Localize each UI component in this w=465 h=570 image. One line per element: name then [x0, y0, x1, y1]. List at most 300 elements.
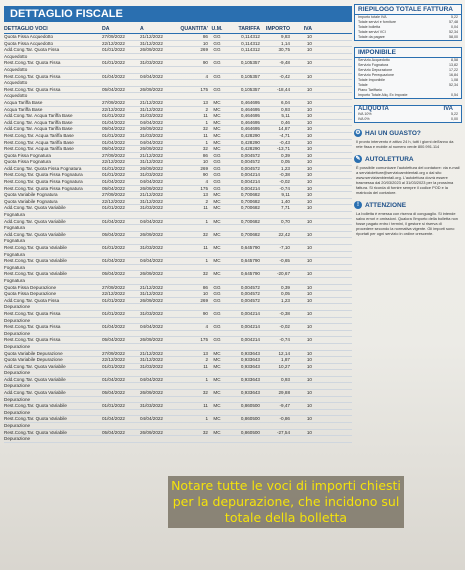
table-cell: 10 [306, 271, 312, 277]
summary-value: 16,84 [449, 73, 458, 77]
table-cell: MC [213, 245, 221, 250]
table-cell [290, 80, 312, 86]
table-cell [208, 278, 226, 284]
table-row [4, 337, 352, 344]
table-cell: 0,464695 [240, 119, 260, 125]
table-cell: -0,43 [279, 139, 290, 145]
iva-label: IVA [443, 106, 453, 112]
table-cell: 01/04/2022 [102, 416, 125, 422]
table-cell: 32 [202, 146, 208, 152]
table-cell: 0,004214 [240, 185, 260, 191]
table-cell [226, 397, 260, 403]
table-cell [208, 67, 226, 73]
table-cell: MC [213, 205, 221, 211]
table-cell [290, 423, 312, 429]
table-row [4, 219, 352, 226]
table-cell: 01/01/2022 [102, 363, 125, 369]
column-header: QUANTITA' [180, 26, 208, 32]
table-cell: 10 [306, 205, 312, 211]
table-cell: 0,105357 [240, 73, 260, 79]
table-cell: 10 [306, 258, 312, 264]
fault-title: HAI UN GUASTO? [365, 129, 421, 137]
table-cell: MC [213, 231, 221, 237]
table-cell: Add.Cong.Tar. Quota Variabile [4, 363, 66, 369]
table-cell [226, 67, 260, 73]
table-cell: 10 [306, 146, 312, 152]
table-cell [102, 318, 140, 324]
meter-icon: ✎ [355, 156, 361, 162]
table-cell: 0,860500 [240, 429, 260, 435]
table-cell [178, 304, 208, 310]
table-cell [102, 370, 140, 376]
table-row [4, 265, 352, 272]
table-cell: 10 [306, 172, 312, 178]
table-cell: 86 [202, 284, 208, 290]
table-cell: 10 [306, 218, 312, 224]
table-cell: 13 [202, 99, 208, 105]
table-cell: MC [213, 390, 221, 396]
table-cell: 0,464695 [240, 126, 260, 132]
table-cell [140, 67, 178, 73]
table-cell: 26/09/2022 [140, 390, 163, 396]
table-cell: 27/09/2022 [102, 350, 125, 356]
table-cell: 86 [202, 34, 208, 39]
table-cell: 01/01/2022 [102, 113, 125, 119]
table-cell: Depurazione [4, 409, 31, 415]
table-cell [290, 67, 312, 73]
table-cell: 0,004572 [240, 165, 260, 171]
table-cell: GG [213, 324, 221, 330]
invoice-summary-box [354, 4, 462, 41]
table-cell: 01/04/2022 [102, 376, 125, 382]
table-cell: 10 [306, 47, 312, 53]
summary-value: 13,82 [449, 63, 458, 67]
table-cell: 04/04/2022 [140, 324, 163, 330]
table-cell [290, 265, 312, 271]
table-cell: 0,933643 [240, 390, 260, 396]
table-cell: Acquedotto [4, 80, 28, 86]
taxable-list [355, 58, 461, 98]
table-cell: 14,87 [278, 126, 290, 132]
table-cell [208, 252, 226, 258]
table-cell: 0,645790 [240, 258, 260, 264]
table-cell: 26/09/2022 [140, 429, 163, 435]
table-row [4, 318, 352, 325]
table-cell: 0,46 [281, 119, 290, 125]
table-row [4, 186, 352, 193]
summary-label: Totale servizi e forniture [358, 20, 396, 24]
table-cell: Add.Cong.Tar. Acqua Tariffa Base [4, 126, 73, 132]
table-cell: 32 [202, 231, 208, 237]
table-row [4, 41, 352, 48]
fault-text: Il pronto intervento è attivo 24 h, tutti i giorni dell'anno da rete fissa e mobile al numero verde 800.991.114 [356, 139, 454, 149]
table-cell [226, 225, 260, 231]
table-cell [178, 67, 208, 73]
table-cell [102, 304, 140, 310]
table-cell: -9,47 [279, 403, 290, 409]
table-cell: 05/04/2022 [102, 146, 125, 152]
table-cell: 04/04/2022 [140, 218, 163, 224]
table-cell [102, 344, 140, 350]
table-cell: 10 [202, 159, 208, 165]
summary-label: Totale servizi VCI [358, 30, 386, 34]
table-cell: 0,05 [281, 291, 290, 297]
taxable-box [354, 47, 462, 99]
table-cell [178, 93, 208, 99]
table-cell: Add.Cong.Tar. Quota Fissa [4, 297, 60, 303]
table-cell [290, 225, 312, 231]
table-cell: 4 [205, 73, 208, 79]
table-cell: 32 [202, 271, 208, 277]
table-cell [178, 212, 208, 218]
table-cell: 10 [306, 357, 312, 363]
table-cell: 26/09/2022 [140, 146, 163, 152]
table-cell [260, 370, 290, 376]
table-cell [226, 318, 260, 324]
table-cell: 22/12/2022 [102, 291, 125, 297]
table-cell: 12,14 [278, 350, 290, 356]
table-cell: 10 [306, 198, 312, 204]
table-cell [140, 54, 178, 60]
table-cell [260, 238, 290, 244]
table-cell: Add.Cong.Tar. Quota Variabile [4, 218, 66, 224]
table-cell: 0,004572 [240, 152, 260, 158]
table-cell [208, 304, 226, 310]
table-cell [102, 225, 140, 231]
table-cell [290, 436, 312, 442]
table-cell: 0,645790 [240, 271, 260, 277]
table-cell: MC [213, 403, 221, 409]
table-cell: 10 [306, 113, 312, 119]
table-cell: 10 [306, 231, 312, 237]
table-cell: 04/04/2022 [140, 258, 163, 264]
table-cell [102, 436, 140, 442]
table-cell [178, 238, 208, 244]
table-row [4, 351, 352, 358]
table-cell: 26/09/2022 [140, 47, 163, 53]
table-cell [290, 238, 312, 244]
table-cell [260, 410, 290, 416]
table-cell: Quota Variabile Fognatura [4, 198, 58, 204]
table-cell: Depurazione [4, 370, 31, 376]
table-row [4, 225, 352, 232]
table-cell: 31/12/2022 [140, 106, 163, 112]
table-cell: 04/04/2022 [140, 73, 163, 79]
table-cell: 31/03/2022 [140, 205, 163, 211]
table-cell: 0,860500 [240, 403, 260, 409]
table-cell [290, 410, 312, 416]
table-cell: 21/12/2022 [140, 152, 163, 158]
table-cell [226, 93, 260, 99]
table-cell: 05/04/2022 [102, 231, 125, 237]
table-cell: Fognatura [4, 212, 25, 218]
table-cell: 10 [306, 106, 312, 112]
table-cell: 86 [202, 152, 208, 158]
table-cell: 10 [306, 324, 312, 330]
table-cell: 01/04/2022 [102, 324, 125, 330]
table-cell: 29,88 [278, 390, 290, 396]
table-cell [260, 265, 290, 271]
table-row [4, 146, 352, 153]
table-row [4, 47, 352, 54]
table-cell: 1,40 [281, 198, 290, 204]
table-row [4, 285, 352, 292]
table-cell: Rest.Cong.Tar. Quota Fissa [4, 73, 61, 79]
table-cell: 26/09/2022 [140, 297, 163, 303]
table-cell [178, 370, 208, 376]
table-cell [140, 423, 178, 429]
table-cell: Rest.Cong.Tar. Quota Fissa Fognatura [4, 185, 83, 191]
table-cell: 11 [203, 205, 208, 211]
table-row [4, 120, 352, 127]
table-cell: MC [213, 106, 221, 112]
table-cell: 26/09/2022 [140, 271, 163, 277]
table-cell: Depurazione [4, 330, 31, 336]
table-cell [102, 397, 140, 403]
table-cell: 27/09/2022 [102, 34, 125, 39]
table-cell [140, 304, 178, 310]
table-cell: 31/03/2022 [140, 172, 163, 178]
table-cell: Quota Fissa Fognatura [4, 159, 51, 165]
table-cell: Add.Cong.Tar. Quota Fissa [4, 47, 60, 53]
summary-row [355, 35, 461, 40]
summary-value: 0,04 [451, 25, 458, 29]
summary-value: 0,00 [451, 117, 458, 121]
table-cell: 0,700682 [240, 205, 260, 211]
summary-value: 5,22 [451, 112, 458, 116]
table-cell: Quota Variabile Depurazione [4, 350, 63, 356]
table-cell [226, 265, 260, 271]
table-cell: 2 [205, 106, 208, 112]
table-cell [260, 67, 290, 73]
table-cell [208, 54, 226, 60]
table-cell: 10 [306, 363, 312, 369]
table-cell: 01/04/2022 [102, 218, 125, 224]
table-cell: MC [213, 376, 221, 382]
table-cell [208, 370, 226, 376]
summary-value: 1,08 [451, 78, 458, 82]
taxable-title: IMPONIBILE [355, 48, 461, 58]
table-cell [208, 225, 226, 231]
table-row [4, 100, 352, 107]
table-cell: 31/12/2022 [140, 291, 163, 297]
table-cell: 1 [205, 119, 208, 125]
table-cell: 269 [200, 47, 208, 53]
table-cell: -20,67 [276, 271, 290, 277]
summary-value: 52,34 [449, 83, 458, 87]
table-cell: 10 [306, 310, 312, 316]
table-cell: 5,11 [281, 113, 290, 119]
table-cell: 21/12/2022 [140, 284, 163, 290]
table-cell: 10 [306, 179, 312, 185]
table-row [4, 199, 352, 206]
table-cell: 01/01/2022 [102, 245, 125, 250]
table-cell: Rest.Cong.Tar. Quota Variabile [4, 258, 67, 264]
table-cell [226, 370, 260, 376]
table-cell: 0,39 [281, 152, 290, 158]
table-row [4, 80, 352, 87]
column-header: IVA [303, 26, 312, 32]
table-cell: 10 [306, 86, 312, 92]
table-cell: 10 [306, 40, 312, 46]
summary-value: 5,22 [451, 15, 458, 19]
table-cell: GG [213, 73, 221, 79]
table-cell: 04/04/2022 [140, 119, 163, 125]
table-cell [102, 212, 140, 218]
table-cell: 10 [306, 245, 312, 250]
table-cell: Fognatura [4, 251, 25, 257]
table-cell: 0,114312 [241, 34, 260, 39]
table-cell: -4,71 [279, 132, 290, 138]
table-cell: 26/09/2022 [140, 185, 163, 191]
table-cell [260, 397, 290, 403]
invoice-summary-title: RIEPILOGO TOTALE FATTURA [355, 5, 461, 15]
table-cell: Add.Cong.Tar. Quota Variabile [4, 231, 66, 237]
table-cell: 05/04/2022 [102, 86, 125, 92]
table-cell [260, 344, 290, 350]
table-cell: 6,04 [281, 99, 290, 105]
table-cell: 04/04/2022 [140, 376, 163, 382]
table-cell [208, 436, 226, 442]
table-cell: MC [213, 218, 221, 224]
table-cell: 32 [202, 390, 208, 396]
table-cell: 10 [306, 119, 312, 125]
table-cell [290, 278, 312, 284]
table-cell: -0,02 [279, 179, 290, 185]
table-cell [290, 304, 312, 310]
table-cell: 01/04/2022 [102, 258, 125, 264]
table-row [4, 74, 352, 81]
table-row [4, 423, 352, 430]
table-cell: 31/03/2022 [140, 132, 163, 138]
table-cell [208, 344, 226, 350]
table-row [4, 60, 352, 67]
table-cell [178, 436, 208, 442]
table-row [4, 370, 352, 377]
table-cell [290, 370, 312, 376]
table-row [4, 258, 352, 265]
table-row [4, 133, 352, 140]
table-cell: 0,70 [281, 218, 290, 224]
table-cell: MC [213, 271, 221, 277]
table-cell [260, 93, 290, 99]
table-cell [208, 423, 226, 429]
table-cell: 4 [205, 179, 208, 185]
table-cell: MC [213, 416, 221, 422]
table-cell: 1,23 [281, 297, 290, 303]
table-cell [226, 344, 260, 350]
table-cell: 05/04/2022 [102, 126, 125, 132]
table-cell: 10 [306, 73, 312, 79]
table-cell [140, 397, 178, 403]
table-cell [260, 212, 290, 218]
table-cell [140, 93, 178, 99]
table-row [4, 377, 352, 384]
summary-value: 58,00 [449, 35, 458, 39]
table-row [4, 54, 352, 61]
table-cell [140, 318, 178, 324]
warning-icon: ! [354, 201, 362, 209]
summary-sidebar [354, 4, 462, 236]
table-cell: 0,93 [281, 376, 290, 382]
table-cell: 27/09/2022 [102, 192, 125, 198]
table-cell: Rest.Cong.Tar. Quota Fissa [4, 337, 61, 343]
table-cell [290, 331, 312, 337]
table-cell: GG [213, 185, 221, 191]
table-cell: GG [213, 86, 221, 92]
table-cell [178, 344, 208, 350]
table-cell [178, 410, 208, 416]
rate-list [355, 112, 461, 122]
table-cell: 21/12/2022 [140, 192, 163, 198]
table-cell: Acquedotto [4, 93, 28, 99]
table-cell: Add.Cong.Tar. Acqua Tariffa Base [4, 119, 73, 125]
table-cell: 10 [306, 132, 312, 138]
table-cell: Add.Cong.Tar. Quota Fissa Fognatura [4, 165, 82, 171]
table-row [4, 192, 352, 199]
table-cell: Quota Fissa Depurazione [4, 284, 57, 290]
table-cell: Rest.Cong.Tar. Quota Fissa [4, 60, 61, 66]
table-cell [226, 423, 260, 429]
table-cell: 31/12/2022 [140, 159, 163, 165]
column-header: A [140, 26, 144, 32]
table-cell: MC [213, 132, 221, 138]
table-cell: 11 [203, 245, 208, 250]
table-cell: 90 [202, 60, 208, 66]
table-cell [140, 410, 178, 416]
table-row [4, 153, 352, 160]
table-cell: Rest.Cong.Tar. Quota Variabile [4, 416, 67, 422]
table-cell: 0,933643 [240, 350, 260, 356]
column-header: TARIFFA [238, 26, 260, 32]
table-row [4, 291, 352, 298]
summary-label: Totale [358, 83, 368, 87]
table-cell [208, 238, 226, 244]
table-cell: Quota Fissa Depurazione [4, 291, 57, 297]
table-row [4, 245, 352, 252]
table-cell: 10 [306, 99, 312, 105]
table-cell: Acqua Tariffa Base [4, 99, 43, 105]
table-cell: 26/09/2022 [140, 165, 163, 171]
table-cell: 32 [202, 429, 208, 435]
table-cell [102, 238, 140, 244]
table-cell [140, 80, 178, 86]
table-cell: 0,39 [281, 284, 290, 290]
table-row [4, 166, 352, 173]
table-cell [140, 212, 178, 218]
table-cell: 31/12/2022 [140, 40, 163, 46]
section-header: DETTAGLIO FISCALE [4, 6, 352, 22]
table-cell: -0,02 [279, 324, 290, 330]
summary-label: IVA 10% [358, 112, 372, 116]
table-cell: 10 [306, 429, 312, 435]
table-cell: 0,933643 [240, 357, 260, 363]
table-row [4, 304, 352, 311]
table-cell: 10 [306, 297, 312, 303]
table-cell: 10 [306, 337, 312, 343]
table-cell: 31/03/2022 [140, 113, 163, 119]
table-cell: 90 [202, 172, 208, 178]
wrench-icon: ⚙ [355, 130, 361, 136]
table-row [4, 93, 352, 100]
column-header-row [4, 25, 352, 34]
table-cell: 22/12/2022 [102, 198, 125, 204]
table-cell: 30,75 [278, 47, 290, 53]
table-cell: 01/01/2022 [102, 47, 125, 53]
table-cell [102, 331, 140, 337]
table-cell [226, 278, 260, 284]
table-cell: GG [213, 179, 221, 185]
